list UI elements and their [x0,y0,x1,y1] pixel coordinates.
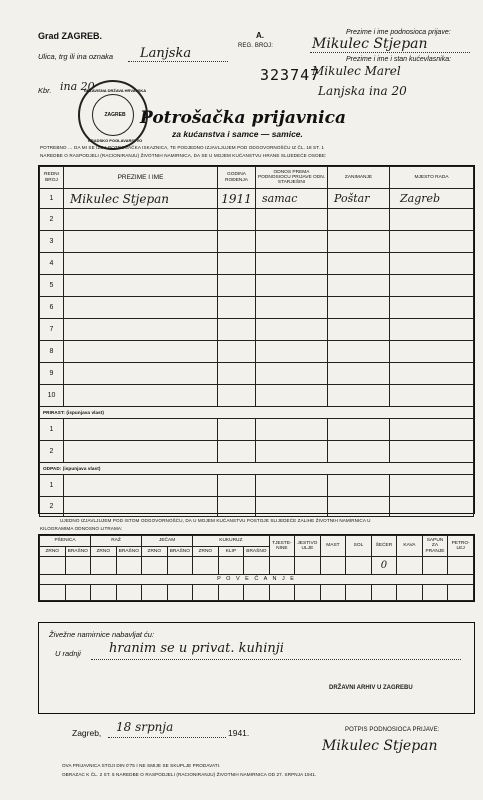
member-name: Mikulec Stjepan [64,189,218,209]
section-letter: A. [256,31,264,40]
table-row [40,275,474,297]
row-number: 8 [40,341,64,363]
stock-group-header: RAŽ [91,536,142,547]
date-value: 18 srpnja [116,720,174,734]
stock-single-header: ŠEĆER [371,536,397,557]
stock-intro-1: UJEDNO IZJAVLJUJEM POD ISTOM ODGOVORNOŠĆU, DA U MOJEM KUĆANSTVU POSTOJE SLIJEDEĆE ZALIHE ŽIVOTNIH NAMIRNICA U [60,518,371,523]
applicant-label: Prezime i ime podnosioca prijave: [346,29,451,36]
table-row [40,497,474,517]
stock-group-header: KUKURUZ [193,536,270,547]
col-header-name: PREZIME I IME [64,167,218,189]
stock-sub-header: ZRNO [193,547,219,557]
stock-single-header: SOL [346,536,372,557]
fine-print-2: OBRAZAC K ČL. 2 ST. 5 NAREDBE O RASPODJELI (RACIONIRANJU) ŽIVOTNIH NAMIRNICA OD 27. SRPNJA 1941. [62,772,317,777]
table-row [40,189,474,209]
member-relation: samac [256,189,328,209]
row-number: 6 [40,297,64,319]
table-row [40,441,474,463]
stock-single-header: TJESTE-NINE [269,536,295,557]
shop-line [91,659,461,660]
date-line [108,737,226,738]
sugar-value: 0 [371,557,397,575]
stock-sub-header: BRAŠNO [116,547,142,557]
table-row [40,209,474,231]
stock-table-frame [38,534,475,602]
city-label: Grad ZAGREB. [38,31,103,41]
stock-group-header: PŠENICA [40,536,91,547]
table-row [40,231,474,253]
footer-city: Zagreb, [72,728,102,738]
row-number: 7 [40,319,64,341]
street-label: Ulica, trg ili ina oznaka [38,52,114,61]
form-title: Potrošačka prijavnica [140,108,346,128]
col-header-occupation: ZANIMANJE [328,167,390,189]
table-row [40,419,474,441]
stock-sub-header: BRAŠNO [167,547,193,557]
fine-print-1: OVA PRIJAVNICA STOJI DIN 0'75 I NE SMIJE SE SKUPLJE PRODAVATI. [62,763,221,768]
row-number: 4 [40,253,64,275]
row-number: 10 [40,385,64,407]
col-header-relation: ODNOS PREMA PODNOSIOCU PRIJAVE ODN. STARJEŠINI [256,167,328,189]
owner-label: Prezime i ime i stan kućevlasnika: [346,56,452,63]
row-number: 9 [40,363,64,385]
member-workplace: Zagreb [390,189,474,209]
owner-address: Lanjska ina 20 [318,84,407,98]
table-row [40,363,474,385]
row-number: 1 [40,475,64,497]
stock-sub-header: ZRNO [142,547,168,557]
archive-stamp: DRŽAVNI ARHIV U ZAGREBU [329,685,413,691]
reg-number: 323747 [260,66,321,84]
member-occupation: Poštar [328,189,390,209]
stock-group-header: JEČAM [142,536,193,547]
applicant-line [310,52,470,53]
col-header-no: REDNI BROJ [40,167,64,189]
reg-label: REG. BROJ: [238,43,274,49]
stock-sub-header: BRAŠNO [244,547,270,557]
stamp-center-text: ZAGREB [104,112,126,118]
procurement-label: Živežne namirnice nabavljat ću: [49,630,155,639]
official-stamp [78,80,148,150]
table-row [40,475,474,497]
stock-values-row [40,557,474,575]
stock-single-header: KAVA [397,536,423,557]
street-value: Lanjska [140,46,192,61]
arrival-label: PRIRAST: (ispunjava vlast) [40,407,474,419]
stamp-top-text: NEZAVISNA DRŽAVA HRVATSKA [83,88,147,93]
row-number: 2 [40,497,64,517]
house-value: ina 20 [60,80,95,93]
row-number: 1 [40,189,64,209]
row-number: 2 [40,209,64,231]
members-table-frame [38,165,475,514]
applicant-value: Mikulec Stjepan [312,36,428,52]
stock-single-header: JESTIVO ULJE [295,536,321,557]
col-header-year: GODINA ROĐENJA [218,167,256,189]
row-number: 3 [40,231,64,253]
table-row [40,341,474,363]
row-number: 2 [40,441,64,463]
signature-value: Mikulec Stjepan [322,738,438,754]
form-subtitle: za kućanstva i samce — samice. [172,129,303,139]
stock-single-header: PETRO-LEJ [448,536,474,557]
increase-label: P O V E Ć A N J E [40,575,474,585]
stock-sub-header: BRAŠNO [65,547,91,557]
shop-label: U radnji [55,649,81,658]
table-row [40,319,474,341]
row-number: 5 [40,275,64,297]
intro-line-1: POTREBNO … DA MI SE IZDA POTROŠAČKA ISKAZNICA, TE PODJEDNO IZJAVLJUJEM POD ODGOVORNOŠĆU IZ ČL. 18 ST. 1 [40,145,325,150]
stock-intro-2: KILOGRAMIMA ODNOSNO LITRAMA: [40,526,123,531]
stock-single-header: SAPUN ZA PRANJE [422,536,448,557]
house-label: Kbr. [38,86,52,95]
stock-single-header: MAST [320,536,346,557]
table-row [40,385,474,407]
stock-table [39,535,474,601]
table-row [40,297,474,319]
row-number: 1 [40,419,64,441]
table-row [40,253,474,275]
members-table [39,166,474,517]
col-header-workplace: MJESTO RADA [390,167,474,189]
owner-value: Mikulec Marel [312,64,401,78]
stock-increase-row [40,585,474,601]
stock-sub-header: ZRNO [91,547,117,557]
stamp-bottom-text: GRADSKO POGLAVARSTVO [87,138,143,143]
departure-label: ODPAD: (ispunjava vlast) [40,463,474,475]
signature-label: POTPIS PODNOSIOCA PRIJAVE: [345,727,440,733]
stock-sub-header: KLIP [218,547,244,557]
intro-line-2: NAREDBE O RASPODJELI (RACIONIRANJU) ŽIVOTNIH NAMIRNICA, DA SE U MOJEM KUĆANSTVU HRANE SLIJEDEĆE OSOBE: [40,153,327,158]
stock-sub-header: ZRNO [40,547,66,557]
procurement-box [38,622,475,714]
member-year: 1911 [218,189,256,209]
footer-year: 1941. [228,728,250,738]
shop-value: hranim se u privat. kuhinji [109,641,284,656]
